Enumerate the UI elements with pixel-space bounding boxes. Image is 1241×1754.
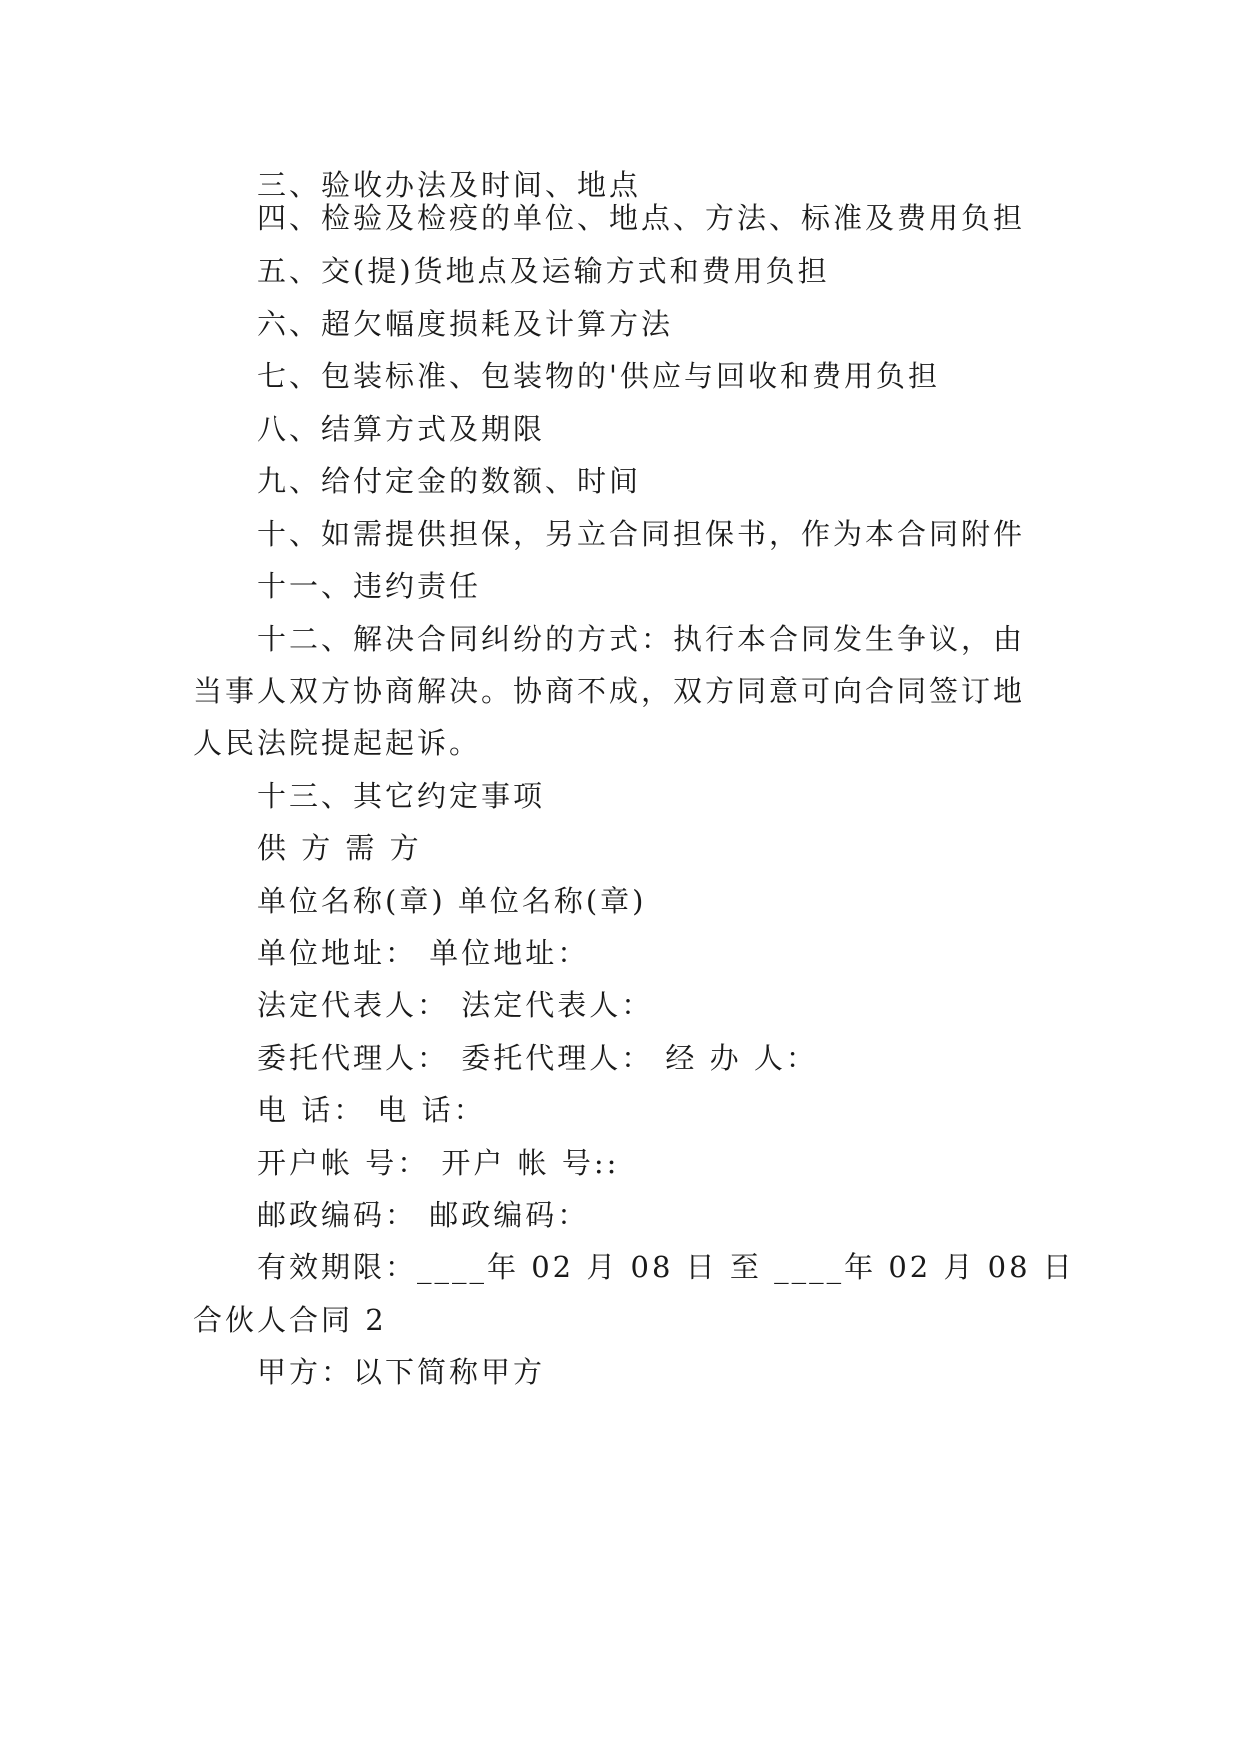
party-a-row: 甲方：以下简称甲方 xyxy=(257,1355,546,1389)
validity-row: 有效期限：____年 02 月 08 日 至 ____年 02 月 08 日 xyxy=(257,1250,1075,1284)
clause-6: 六、超欠幅度损耗及计算方法 xyxy=(257,307,674,341)
clause-10: 十、如需提供担保，另立合同担保书，作为本合同附件 xyxy=(257,517,1026,551)
parties-heading: 供 方 需 方 xyxy=(257,831,422,865)
clause-12-line-1: 十二、解决合同纠纷的方式：执行本合同发生争议，由 xyxy=(257,622,1026,656)
clause-4: 四、检验及检疫的单位、地点、方法、标准及费用负担 xyxy=(257,201,1026,235)
unit-name-row: 单位名称(章) 单位名称(章) xyxy=(257,884,647,918)
phone-row: 电 话： 电 话： xyxy=(257,1093,486,1127)
clause-12-line-3: 人民法院提起起诉。 xyxy=(193,726,482,760)
section-title: 合伙人合同 2 xyxy=(193,1303,387,1337)
bank-account-row: 开户帐 号： 开户 帐 号:: xyxy=(257,1146,620,1180)
legal-rep-row: 法定代表人： 法定代表人： xyxy=(257,988,654,1022)
clause-8: 八、结算方式及期限 xyxy=(257,412,546,446)
clause-12-line-2: 当事人双方协商解决。协商不成，双方同意可向合同签订地 xyxy=(193,674,1026,708)
clause-7: 七、包装标准、包装物的'供应与回收和费用负担 xyxy=(257,359,940,393)
clause-9: 九、给付定金的数额、时间 xyxy=(257,464,642,498)
clause-3: 三、验收办法及时间、地点 xyxy=(257,168,642,202)
clause-5: 五、交(提)货地点及运输方式和费用负担 xyxy=(257,254,830,288)
clause-13: 十三、其它约定事项 xyxy=(257,779,546,813)
unit-address-row: 单位地址： 单位地址： xyxy=(257,936,590,970)
clause-11: 十一、违约责任 xyxy=(257,569,482,603)
postcode-row: 邮政编码： 邮政编码： xyxy=(257,1198,590,1232)
agent-row: 委托代理人： 委托代理人： 经 办 人： xyxy=(257,1041,818,1075)
